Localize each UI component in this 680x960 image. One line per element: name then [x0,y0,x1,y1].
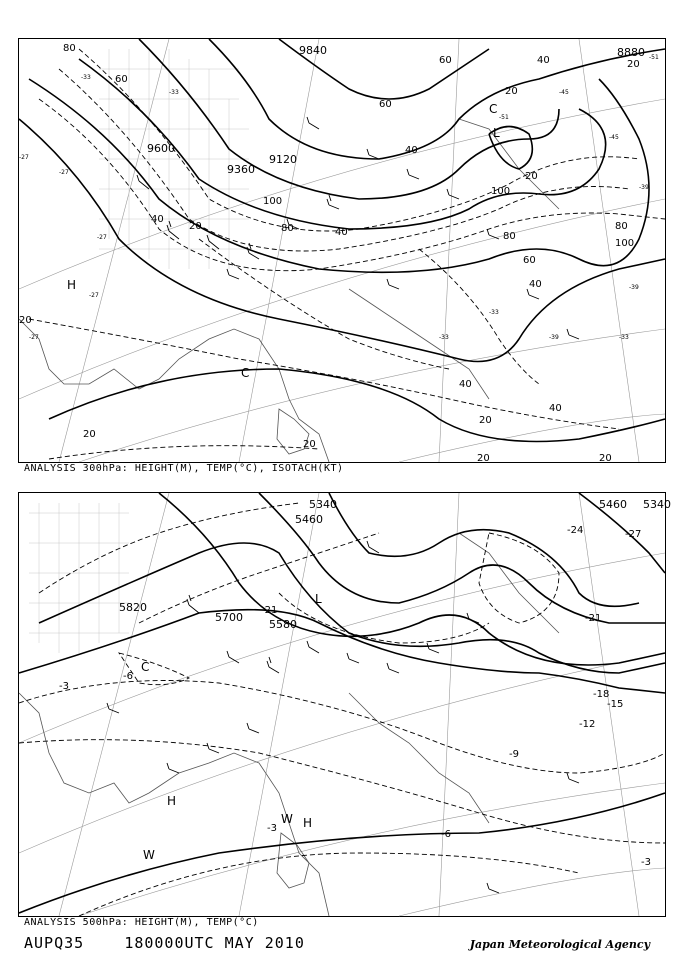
temp-labels [19,54,659,341]
isotach-label: 60 [115,74,128,85]
warm-center-marker: W [143,848,155,862]
isotach-label: 40 [529,279,542,290]
isotach-label: 40 [537,55,550,66]
weather-map-500hpa [19,493,671,916]
valid-time: 180000UTC MAY 2010 [124,934,305,952]
panel-caption-500hpa: ANALYSIS 500hPa: HEIGHT(M), TEMP(°C) [24,917,259,928]
temp-label: -45 [559,89,569,96]
isotach-label: 20 [303,439,316,450]
temp-label: -33 [169,89,179,96]
isotach-label: 100 [491,186,511,197]
temp-label: -33 [439,334,449,341]
temp-label: -6 [441,829,451,840]
warm-center-marker: W [281,812,293,826]
temp-label: -6 [123,671,133,682]
map-panel-300hpa [18,38,666,463]
height-label: 9600 [147,142,175,155]
isotach-label: 20 [525,171,538,182]
temp-label: -9 [509,749,519,760]
temp-label: -3 [641,857,651,868]
temperature-contours [19,503,665,916]
temp-label: -27 [89,292,99,299]
temp-label: -27 [59,169,69,176]
temp-label: -39 [639,184,649,191]
temp-label: -21 [261,605,278,616]
wind-barbs [107,541,579,893]
coastline [19,533,559,916]
coastline [19,119,559,462]
isotach-label: 20 [477,453,490,464]
high-center-marker: H [167,794,177,808]
height-contours [19,39,665,442]
isotach-label: 60 [379,99,392,110]
temp-label: -51 [649,54,659,61]
height-label: 5340 [643,498,671,511]
temp-label: -3 [267,823,277,834]
temp-labels [59,525,651,868]
temp-label: -24 [567,525,584,536]
height-label: 5700 [215,611,243,624]
isotach-label: 80 [615,221,628,232]
cold-center-marker: C [241,366,250,380]
isotach-label: 40 [459,379,472,390]
temp-label: -45 [609,134,619,141]
temp-label: -33 [489,309,499,316]
isotach-label: 20 [19,315,32,326]
isotach-label: 60 [439,55,452,66]
isotach-label: 40 [335,227,348,238]
cold-center-marker: C [141,660,150,674]
temp-label: -3 [59,681,69,692]
isotach-label: 60 [523,255,536,266]
graticule-lines [19,39,665,462]
temp-label: -27 [19,154,29,161]
pressure-centers [141,592,322,862]
temp-label: -21 [585,613,602,624]
isotach-label: 20 [627,59,640,70]
height-label: 9360 [227,163,255,176]
height-labels [119,498,671,631]
panel-caption-300hpa: ANALYSIS 300hPa: HEIGHT(M), TEMP(°C), ISOTACH(KT) [24,463,344,474]
isotach-label: 20 [479,415,492,426]
temp-label: -39 [629,284,639,291]
height-label: 5820 [119,601,147,614]
temp-label: -51 [499,114,509,121]
high-center-marker: H [303,816,313,830]
high-center-marker: H [67,278,77,292]
temp-label: -33 [81,74,91,81]
temp-label: -39 [549,334,559,341]
temp-label: -18 [593,689,610,700]
temp-label: -12 [579,719,596,730]
isotach-label: 20 [83,429,96,440]
temp-hatch-region [29,503,129,653]
agency-name: Japan Meteorological Agency [469,938,650,951]
weather-map-300hpa [19,39,665,462]
isotach-label: 80 [63,43,76,54]
isotach-label: 40 [549,403,562,414]
isotach-label: 100 [615,238,635,249]
low-center-marker: L [315,592,322,606]
isotach-lines [29,49,665,459]
temp-label: -15 [607,699,624,710]
isotach-label: 40 [405,145,418,156]
height-label: 5460 [599,498,627,511]
temp-label: -27 [97,234,107,241]
isotach-label: 20 [505,86,518,97]
temp-label: -33 [619,334,629,341]
low-center-marker: L [493,126,500,140]
isotach-labels [19,43,640,464]
isotach-label: 80 [503,231,516,242]
height-label: 9120 [269,153,297,166]
height-label: 9840 [299,44,327,57]
height-label: 5460 [295,513,323,526]
map-panel-500hpa [18,492,671,917]
chart-code: AUPQ35 [24,934,85,952]
isotach-label: 80 [281,223,294,234]
isotach-label: 20 [599,453,612,464]
isotach-label: 20 [189,221,202,232]
wind-barbs [137,117,579,339]
isotach-label: 40 [151,214,164,225]
height-label: 5580 [269,618,297,631]
chart-identifier [24,934,305,952]
temp-label: -27 [625,529,642,540]
height-label: 5340 [309,498,337,511]
cold-center-marker: C [489,102,498,116]
graticule-lines [19,493,665,916]
isotach-label: 100 [263,196,283,207]
height-label: 8880 [617,46,645,59]
temp-label: -27 [29,334,39,341]
